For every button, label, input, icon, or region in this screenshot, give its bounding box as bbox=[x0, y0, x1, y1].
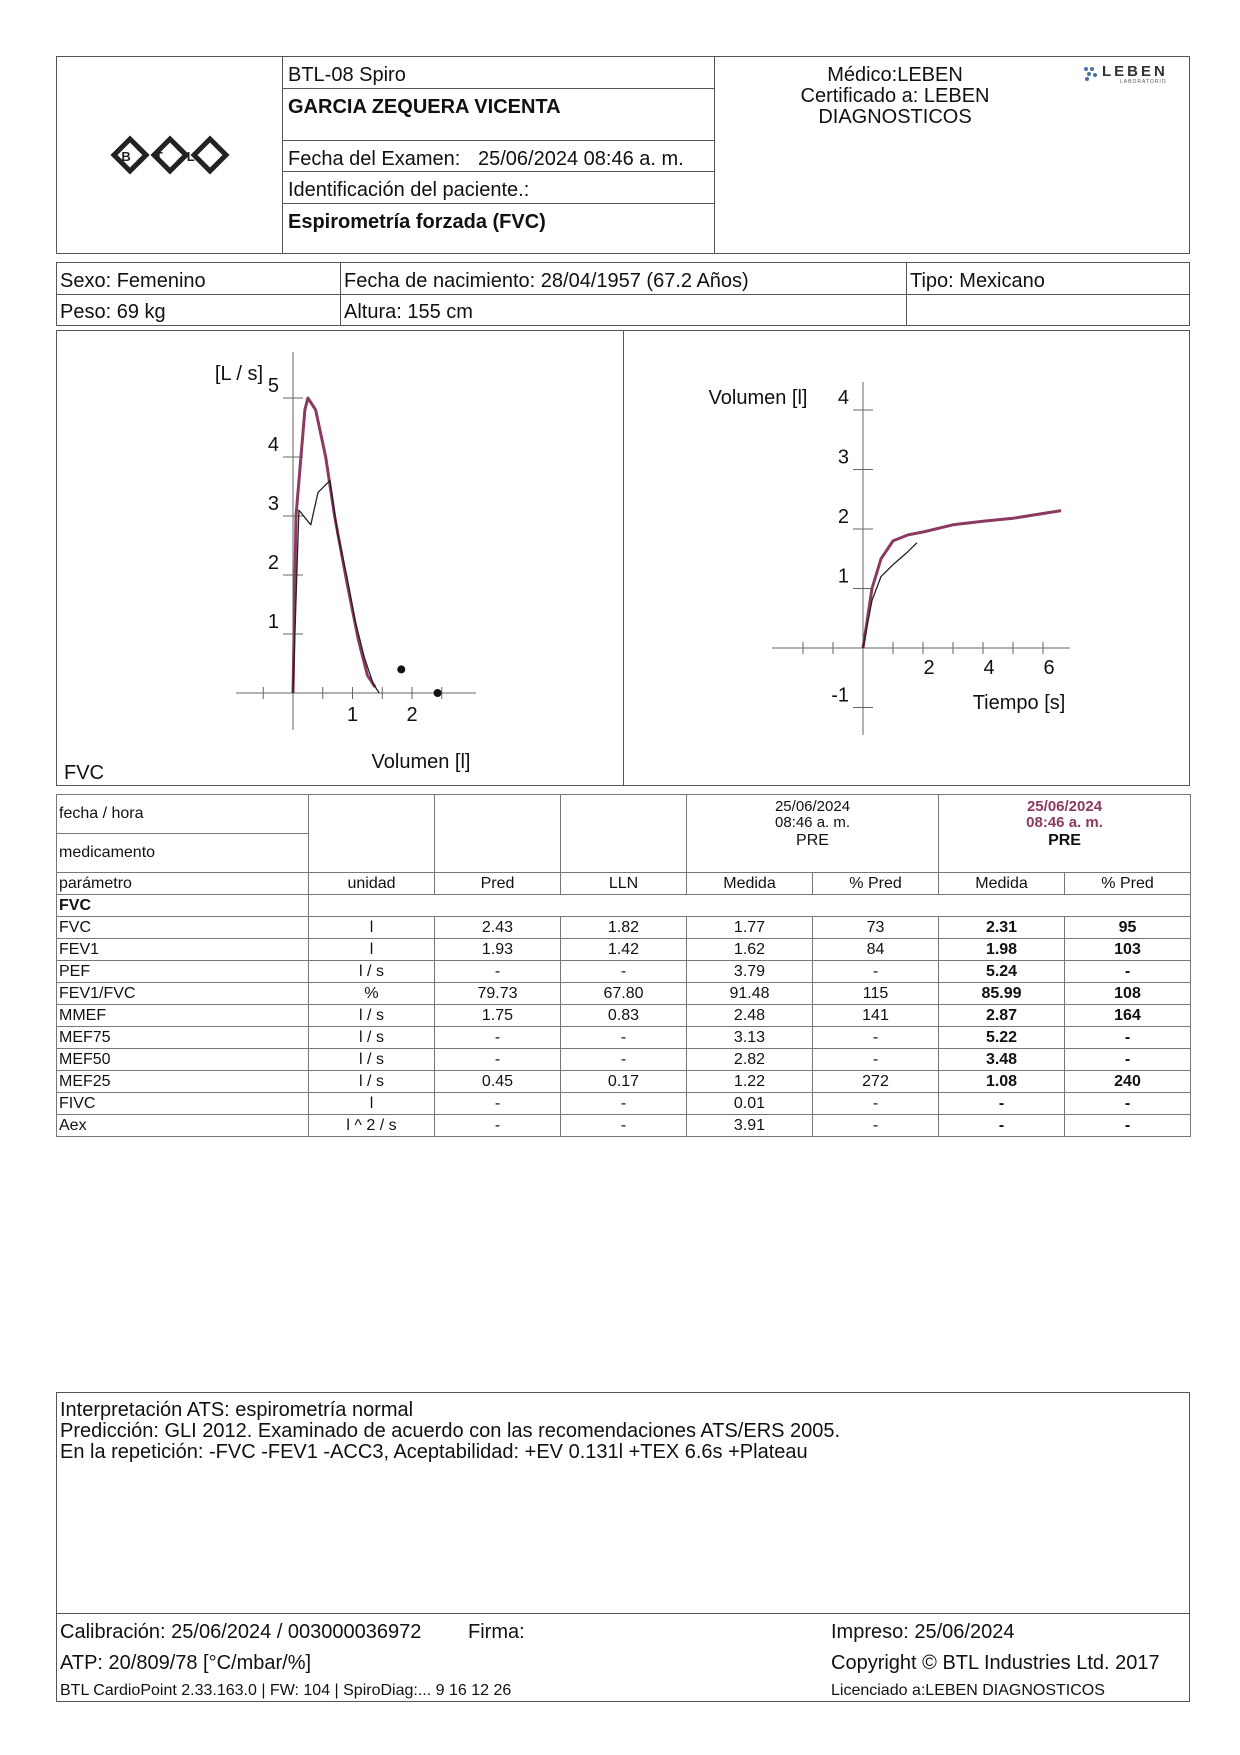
patient-col-line bbox=[906, 262, 907, 326]
x-tick-label: 2 bbox=[406, 704, 418, 726]
x-tick-label: 4 bbox=[983, 657, 995, 679]
table-cell: l / s bbox=[309, 1071, 435, 1093]
y-tick-label: 3 bbox=[267, 493, 279, 515]
x-tick-label: 1 bbox=[346, 704, 359, 726]
table-cell: - bbox=[561, 1093, 687, 1115]
interpretation-line: Predicción: GLI 2012. Examinado de acuerdo con las recomendaciones ATS/ERS 2005. bbox=[60, 1420, 841, 1442]
table-row bbox=[57, 983, 1191, 1005]
table-cell: 0.17 bbox=[561, 1071, 687, 1093]
table-cell: - bbox=[435, 1093, 561, 1115]
patient-col-line bbox=[340, 262, 341, 326]
header-row-line bbox=[282, 140, 714, 141]
header-row-line bbox=[282, 171, 714, 172]
printed-date: Impreso: 25/06/2024 bbox=[831, 1621, 1015, 1643]
table-cell: 1.62 bbox=[687, 939, 813, 961]
atp: ATP: 20/809/78 [°C/mbar/%] bbox=[60, 1652, 312, 1674]
y-tick-label: 3 bbox=[837, 446, 849, 469]
table-row bbox=[57, 939, 1191, 961]
table-cell: - bbox=[1065, 961, 1191, 983]
table-cell: - bbox=[435, 1115, 561, 1137]
table-cell: 108 bbox=[1065, 983, 1191, 1005]
table-cell: 67.80 bbox=[561, 983, 687, 1005]
btl-logo-text: BTL bbox=[121, 149, 219, 164]
param-name: MEF50 bbox=[57, 1049, 309, 1071]
col-header: unidad bbox=[309, 873, 435, 895]
pre-time: 08:46 a. m. bbox=[774, 814, 851, 831]
table-cell: - bbox=[939, 1115, 1065, 1137]
table-cell: - bbox=[561, 1049, 687, 1071]
table-cell: - bbox=[1065, 1115, 1191, 1137]
table-cell: 272 bbox=[813, 1071, 939, 1093]
leben-logo-mark-icon bbox=[1082, 65, 1100, 83]
header-row-line bbox=[282, 203, 714, 204]
table-cell: 5.24 bbox=[939, 961, 1065, 983]
interpretation-line: En la repetición: -FVC -FEV1 -ACC3, Aceptabilidad: +EV 0.131l +TEX 6.6s +Plateau bbox=[60, 1441, 808, 1463]
charts-panel-label: FVC bbox=[64, 762, 104, 784]
x-axis-label: Tiempo [s] bbox=[972, 692, 1066, 714]
table-cell: 85.99 bbox=[939, 983, 1065, 1005]
table-cell: l bbox=[309, 939, 435, 961]
exam-date-label: Fecha del Examen: bbox=[288, 148, 461, 170]
col-header: LLN bbox=[561, 873, 687, 895]
fecha-label: fecha / hora bbox=[57, 795, 309, 834]
table-cell: l bbox=[309, 917, 435, 939]
y-axis-label: [L / s] bbox=[214, 363, 264, 385]
param-name: FEV1/FVC bbox=[57, 983, 309, 1005]
table-cell: 2.43 bbox=[435, 917, 561, 939]
end-marker bbox=[397, 665, 405, 673]
param-name: MEF75 bbox=[57, 1027, 309, 1049]
table-cell: 2.31 bbox=[939, 917, 1065, 939]
table-cell: - bbox=[435, 961, 561, 983]
patient-birth: Fecha de nacimiento: 28/04/1957 (67.2 Años) bbox=[344, 270, 749, 292]
table-cell: - bbox=[813, 1115, 939, 1137]
table-cell: - bbox=[435, 1027, 561, 1049]
table-cell: 79.73 bbox=[435, 983, 561, 1005]
table-cell: 1.22 bbox=[687, 1071, 813, 1093]
table-cell: - bbox=[1065, 1049, 1191, 1071]
best-date: 25/06/2024 bbox=[1026, 798, 1103, 815]
end-marker bbox=[434, 689, 442, 697]
y-tick-label: 2 bbox=[837, 506, 849, 528]
table-cell: - bbox=[1065, 1027, 1191, 1049]
table-row bbox=[57, 1093, 1191, 1115]
col-header: % Pred bbox=[813, 873, 939, 895]
best-curve-line bbox=[863, 511, 1061, 648]
param-name: FVC bbox=[57, 917, 309, 939]
param-name: PEF bbox=[57, 961, 309, 983]
interpretation bbox=[60, 1400, 840, 1463]
best-test-header bbox=[939, 795, 1191, 873]
best-label: PRE bbox=[1048, 832, 1081, 849]
col-header: Medida bbox=[687, 873, 813, 895]
table-cell: - bbox=[813, 1049, 939, 1071]
x-axis-label: Volumen [l] bbox=[371, 751, 471, 773]
patient-height: Altura: 155 cm bbox=[344, 301, 473, 323]
table-cell: 1.93 bbox=[435, 939, 561, 961]
table-cell: 3.79 bbox=[687, 961, 813, 983]
calibration: Calibración: 25/06/2024 / 003000036972 bbox=[60, 1621, 422, 1643]
group-row bbox=[57, 895, 1191, 917]
y-tick-label: 4 bbox=[267, 434, 279, 456]
table-cell: - bbox=[435, 1049, 561, 1071]
software-version: BTL CardioPoint 2.33.163.0 | FW: 104 | SpiroDiag:... 9 16 12 26 bbox=[60, 1682, 512, 1699]
y-tick-label: 2 bbox=[267, 552, 279, 574]
blank-cell bbox=[435, 795, 561, 873]
table-cell: - bbox=[561, 1115, 687, 1137]
table-cell: 0.45 bbox=[435, 1071, 561, 1093]
table-cell: 0.83 bbox=[561, 1005, 687, 1027]
blank-cell bbox=[309, 895, 1191, 917]
col-header: Medida bbox=[939, 873, 1065, 895]
header-divider-left bbox=[282, 56, 283, 254]
flow-volume-chart bbox=[56, 330, 622, 786]
table-cell: l bbox=[309, 1093, 435, 1115]
table-row bbox=[57, 1027, 1191, 1049]
table-cell: 5.22 bbox=[939, 1027, 1065, 1049]
table-cell: l ^ 2 / s bbox=[309, 1115, 435, 1137]
y-tick-label: 4 bbox=[837, 387, 849, 409]
pre-curve-line bbox=[293, 481, 379, 693]
table-cell: 1.42 bbox=[561, 939, 687, 961]
param-name: FEV1 bbox=[57, 939, 309, 961]
y-tick-label: 1 bbox=[837, 565, 849, 588]
table-cell: 141 bbox=[813, 1005, 939, 1027]
table-row bbox=[57, 1005, 1191, 1027]
leben-logo bbox=[1082, 62, 1184, 88]
y-axis-label: Volumen [l] bbox=[708, 387, 808, 409]
table-cell: 3.13 bbox=[687, 1027, 813, 1049]
table-cell: 164 bbox=[1065, 1005, 1191, 1027]
table-cell: - bbox=[813, 1027, 939, 1049]
table-row bbox=[57, 1049, 1191, 1071]
certified-line2: DIAGNOSTICOS bbox=[818, 106, 972, 128]
table-row bbox=[57, 917, 1191, 939]
table-cell: 1.82 bbox=[561, 917, 687, 939]
device-name: BTL-08 Spiro bbox=[288, 64, 406, 86]
table-cell: 1.77 bbox=[687, 917, 813, 939]
table-cell: 95 bbox=[1065, 917, 1191, 939]
table-cell: - bbox=[1065, 1093, 1191, 1115]
x-tick-label: 2 bbox=[923, 657, 935, 679]
table-cell: 84 bbox=[813, 939, 939, 961]
param-name: MMEF bbox=[57, 1005, 309, 1027]
table-cell: 3.48 bbox=[939, 1049, 1065, 1071]
table-row bbox=[57, 1071, 1191, 1093]
doctor-name: Médico:LEBEN bbox=[827, 64, 963, 86]
param-name: FIVC bbox=[57, 1093, 309, 1115]
table-cell: - bbox=[813, 961, 939, 983]
pre-label: PRE bbox=[796, 832, 829, 849]
table-cell: 115 bbox=[813, 983, 939, 1005]
license: Licenciado a:LEBEN DIAGNOSTICOS bbox=[831, 1682, 1105, 1699]
table-cell: 0.01 bbox=[687, 1093, 813, 1115]
param-name: Aex bbox=[57, 1115, 309, 1137]
results-table bbox=[56, 794, 1191, 1137]
copyright: Copyright © BTL Industries Ltd. 2017 bbox=[831, 1652, 1160, 1674]
table-cell: 91.48 bbox=[687, 983, 813, 1005]
pre-test-header bbox=[687, 795, 939, 873]
blank-cell bbox=[309, 795, 435, 873]
table-cell: - bbox=[813, 1093, 939, 1115]
header-row-line bbox=[282, 88, 714, 89]
y-tick-label: 5 bbox=[267, 375, 279, 397]
col-header: % Pred bbox=[1065, 873, 1191, 895]
col-header: Pred bbox=[435, 873, 561, 895]
blank-cell bbox=[561, 795, 687, 873]
table-cell: - bbox=[561, 1027, 687, 1049]
header-divider-right bbox=[714, 56, 715, 254]
leben-logo-subtext: LABORATORIO bbox=[1120, 79, 1167, 85]
group-label: FVC bbox=[57, 895, 309, 917]
column-header-row bbox=[57, 873, 1191, 895]
medicamento-label: medicamento bbox=[57, 834, 309, 873]
btl-logo bbox=[110, 124, 230, 186]
table-cell: 1.98 bbox=[939, 939, 1065, 961]
pre-date: 25/06/2024 bbox=[774, 798, 851, 815]
table-cell: 1.08 bbox=[939, 1071, 1065, 1093]
table-cell: 3.91 bbox=[687, 1115, 813, 1137]
table-cell: % bbox=[309, 983, 435, 1005]
patient-id-label: Identificación del paciente.: bbox=[288, 179, 530, 201]
leben-logo-text: LEBEN bbox=[1102, 63, 1168, 80]
table-row bbox=[57, 1115, 1191, 1137]
x-tick-label: 6 bbox=[1043, 657, 1055, 679]
patient-type: Tipo: Mexicano bbox=[910, 270, 1045, 292]
y-tick-label: -1 bbox=[831, 684, 849, 707]
table-cell: l / s bbox=[309, 1049, 435, 1071]
signature-label: Firma: bbox=[468, 1621, 525, 1643]
table-cell: l / s bbox=[309, 1005, 435, 1027]
table-cell: 73 bbox=[813, 917, 939, 939]
patient-name: GARCIA ZEQUERA VICENTA bbox=[288, 96, 561, 118]
table-cell: l / s bbox=[309, 961, 435, 983]
interpretation-line: Interpretación ATS: espirometría normal bbox=[60, 1399, 414, 1421]
table-cell: 2.48 bbox=[687, 1005, 813, 1027]
patient-row-line bbox=[56, 294, 1190, 295]
patient-weight: Peso: 69 kg bbox=[60, 301, 166, 323]
certified-line1: Certificado a: LEBEN bbox=[800, 85, 990, 107]
exam-date: 25/06/2024 08:46 a. m. bbox=[478, 148, 684, 170]
table-cell: 1.75 bbox=[435, 1005, 561, 1027]
table-cell: l / s bbox=[309, 1027, 435, 1049]
table-cell: 240 bbox=[1065, 1071, 1191, 1093]
patient-sex: Sexo: Femenino bbox=[60, 270, 206, 292]
footer-divider bbox=[56, 1613, 1190, 1614]
table-row bbox=[57, 961, 1191, 983]
test-name: Espirometría forzada (FVC) bbox=[288, 211, 546, 233]
table-cell: 2.87 bbox=[939, 1005, 1065, 1027]
y-tick-label: 1 bbox=[267, 611, 279, 633]
table-cell: - bbox=[939, 1093, 1065, 1115]
table-cell: 2.82 bbox=[687, 1049, 813, 1071]
volume-time-chart bbox=[624, 330, 1190, 786]
table-cell: 103 bbox=[1065, 939, 1191, 961]
table-cell: - bbox=[561, 961, 687, 983]
col-header: parámetro bbox=[57, 873, 309, 895]
param-name: MEF25 bbox=[57, 1071, 309, 1093]
best-time: 08:46 a. m. bbox=[1026, 814, 1103, 831]
